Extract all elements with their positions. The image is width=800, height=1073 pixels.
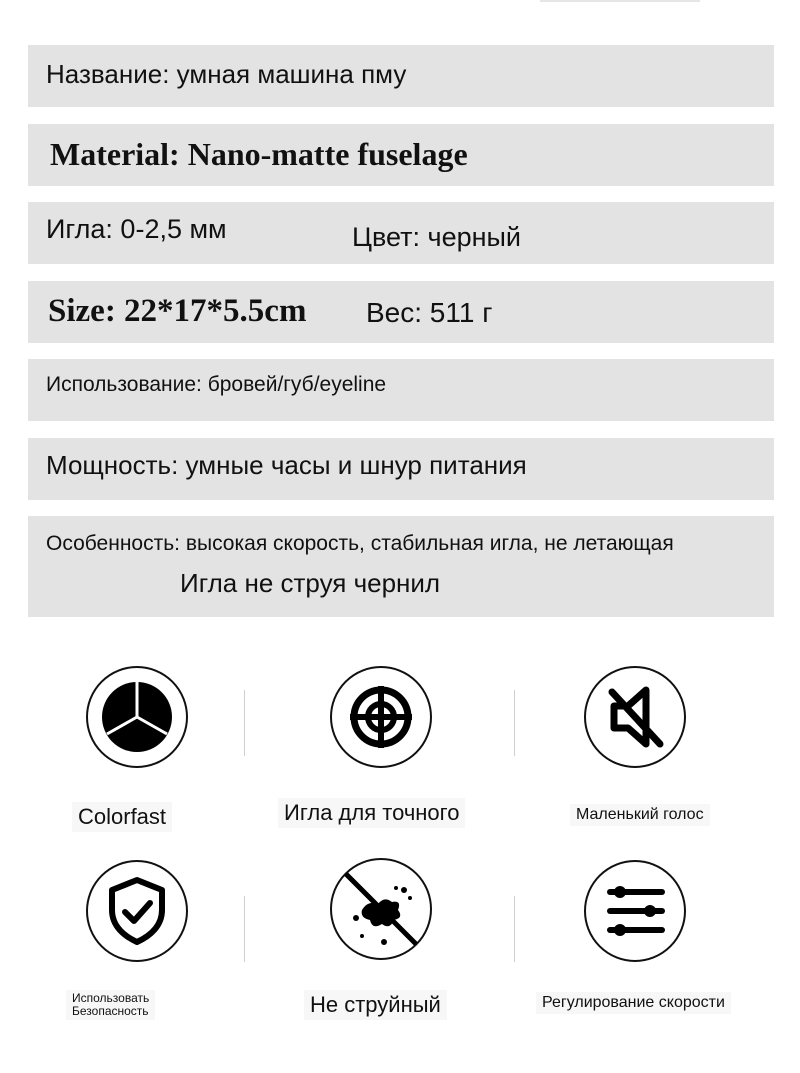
- spec-bar-size-weight: [28, 281, 774, 343]
- top-edge-line: [540, 0, 700, 2]
- speed-sliders-icon: [584, 860, 686, 962]
- feature-label-quiet: Маленький голос: [570, 804, 710, 826]
- spec-bar-usage: [28, 359, 774, 421]
- spec-feature-line1: Особенность: высокая скорость, стабильная игла, не летающая: [46, 532, 674, 555]
- spec-bar-name: [28, 45, 774, 107]
- feature-label-safety-line1: Использовать: [72, 991, 150, 1005]
- feature-label-precise-needle: Игла для точного: [278, 798, 465, 828]
- spec-material: Material: Nano-matte fuselage: [50, 136, 468, 172]
- feature-label-speed: Регулирование скорости: [536, 992, 731, 1014]
- target-icon: [330, 666, 432, 768]
- feature-label-safety: [66, 990, 155, 1020]
- shield-check-icon: [86, 860, 188, 962]
- divider: [244, 896, 245, 962]
- spec-usage: Использование: бровей/губ/eyeline: [46, 373, 387, 396]
- spec-bar-feature: [28, 516, 774, 617]
- colorfast-icon: [86, 666, 188, 768]
- feature-label-safety-line2: Безопасность: [72, 1004, 149, 1018]
- spec-power: Мощность: умные часы и шнур питания: [46, 450, 527, 480]
- spec-bar-needle-color: [28, 202, 774, 264]
- spec-bar-power: [28, 438, 774, 500]
- spec-weight: Вес: 511 г: [366, 297, 493, 328]
- divider: [244, 690, 245, 756]
- divider: [514, 690, 515, 756]
- spec-bar-material: [28, 124, 774, 186]
- spec-feature-line2: Игла не струя чернил: [180, 568, 441, 598]
- spec-needle: Игла: 0-2,5 мм: [46, 214, 227, 244]
- feature-label-colorfast: Colorfast: [72, 802, 172, 832]
- spec-name: Название: умная машина пму: [46, 59, 407, 89]
- divider: [514, 896, 515, 962]
- mute-speaker-icon: [584, 666, 686, 768]
- feature-label-no-splash: Не струйный: [304, 990, 447, 1020]
- spec-size: Size: 22*17*5.5cm: [48, 293, 307, 329]
- no-splash-icon: [330, 858, 432, 960]
- spec-color: Цвет: черный: [352, 222, 522, 252]
